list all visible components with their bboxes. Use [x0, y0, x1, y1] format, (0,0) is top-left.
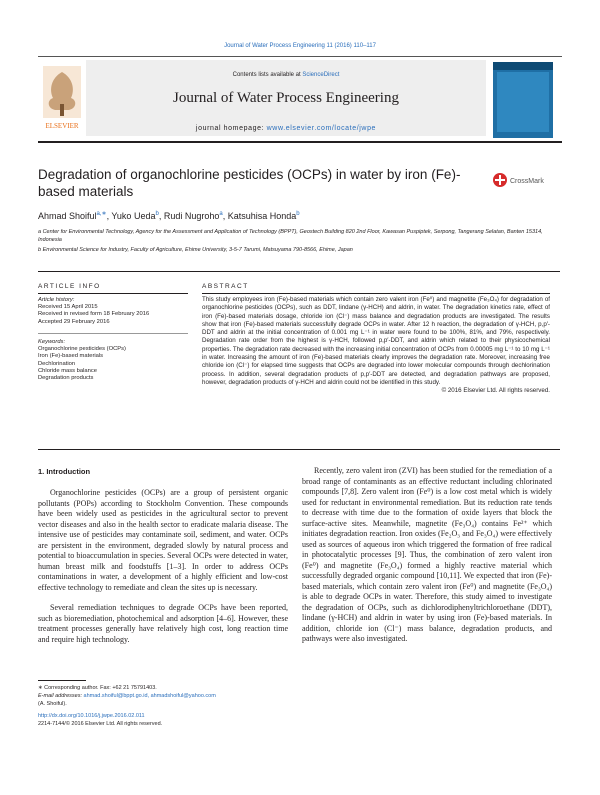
keyword: Iron (Fe)-based materials — [38, 353, 104, 360]
abstract-rule — [202, 293, 550, 294]
homepage-prefix: journal homepage: — [195, 125, 267, 132]
masthead-bottom-rule — [38, 141, 562, 143]
crossmark-label: CrossMark — [510, 178, 544, 185]
corresponding-author: ∗ Corresponding author. Fax: +62 21 75791403. — [38, 685, 157, 691]
author-affil-mark[interactable]: a — [219, 211, 223, 217]
elsevier-logo — [41, 64, 83, 134]
keyword: Organochlorine pesticides (OCPs) — [38, 346, 126, 353]
keyword: Degradation products — [38, 375, 94, 382]
journal-citation-header[interactable]: Journal of Water Process Engineering 11 (2016) 110–117 — [224, 43, 376, 49]
email-attribution: (A. Shoiful). — [38, 701, 67, 707]
intro-right-column — [302, 466, 552, 655]
section-top-rule — [38, 271, 560, 272]
author-affil-mark[interactable]: b — [155, 211, 159, 217]
homepage-link[interactable]: www.elsevier.com/locate/jwpe — [266, 125, 377, 132]
intro-left-column — [38, 488, 288, 655]
corresponding-author-note — [38, 684, 298, 708]
intro-paragraph: Organochlorine pesticides (OCPs) are a group of persistent organic pollutants (POPs) according to Stockholm Convention. These compounds have been widely used as pesticides in the agricultural sector to prevent vector diseases and also in the health sector to eradicate malaria disease. The intensive use of pesticides may contaminate soil, sediment, and water. OCPs are persistent in the environment, degraded slowly by natural process and potential to bioaccumulation in species. Several OCPs were detected in water, human breast milk and foodstuffs [1–3]. In order to address OCPs contaminations in water, a development of a highly efficient and low-cost effective technology to remediate and clean the sites up is necessary. — [38, 488, 288, 592]
article-info-divider — [38, 333, 188, 334]
history-label: Article history: — [38, 297, 75, 303]
abstract-body — [202, 296, 550, 396]
article-history — [38, 297, 188, 326]
affiliation-a: a Center for Environmental Technology, Agency for the Assessment and Application of Technology (BPPT), Geostech Building 820 2nd Floor, Kawasan Puspiptek, Serpong, Tangerang Selatan, Banten 15314, Indonesia — [38, 229, 543, 243]
doi-block — [38, 712, 162, 728]
author-name[interactable]: Yuko Ueda — [111, 211, 156, 221]
article-info-rule — [38, 293, 188, 294]
author-name[interactable]: Ahmad Shoiful — [38, 211, 97, 221]
cover-artwork — [497, 72, 549, 132]
journal-cover-image — [493, 62, 553, 138]
abstract-copyright: © 2016 Elsevier Ltd. All rights reserved. — [441, 387, 550, 395]
keywords-list — [38, 339, 188, 382]
journal-title: Journal of Water Process Engineering — [173, 90, 399, 106]
keyword: Chloride mass balance — [38, 367, 97, 374]
issn-line: 2214-7144/© 2016 Elsevier Ltd. All rights reserved. — [38, 721, 163, 727]
contents-prefix: Contents lists available at — [232, 72, 303, 78]
journal-homepage — [86, 125, 486, 132]
sciencedirect-link[interactable]: ScienceDirect — [302, 72, 340, 78]
introduction-heading: 1. Introduction — [38, 467, 91, 476]
email-line — [38, 692, 298, 700]
abstract-bottom-rule — [38, 449, 560, 450]
doi-link[interactable]: http://dx.doi.org/10.1016/j.jwpe.2016.02.011 — [38, 713, 145, 719]
abstract-text: This study employees iron (Fe)-based materials which contain zero valent iron (Fe⁰) and magnetite (Fe₃O₄) for degradation of organochlorine pesticides (OCPs), such as DDT, lindane (γ-HCH) and aldrin, in water. The degradation kinetics rate, effect of iron (Fe)-based materials dosage, chloride ion (Cl⁻) mass balance and degradation products are investigated. The results show that iron (Fe)-based materials successfully degrade OCPs in water. After 12 h reaction, the degradation of γ-HCH, p,p′-DDT and aldrin at the initial concentration of 0.001 mg L⁻¹ in water were found to be 100%, 81%, and 79%, respectively. Degradation rate order from the highest is γ-HCH, followed p,p′-DDT, and aldrin which related to their physicochemical properties. The degradation rate decreased with the increasing initial concentration of OCPs from 0.00005 mg L⁻¹ to 10 mg L⁻¹ in water. Increasing the amount of iron (Fe)-based materials clearly improves the degradation rate. Moreover, increasing free chloride ion (Cl⁻) for elapsed time suggests that OCPs are degraded into lower molecular compounds through dechlorination process. In addition, several degradation products of p,p′-DDT are detected, and degradation pathways are proposed, however, degradation products of γ-HCH and aldrin could not be identified in this study. — [202, 296, 550, 386]
email-links[interactable]: ahmad.shoiful@bppt.go.id, ahmadshoiful@yahoo.com — [83, 693, 216, 699]
keywords-label: Keywords: — [38, 339, 66, 345]
cover-stripe — [493, 62, 553, 70]
history-revised: Received in revised form 18 February 2016 — [38, 311, 150, 318]
publisher-name: ELSEVIER — [45, 122, 79, 130]
intro-paragraph: Recently, zero valent iron (ZVI) has been studied for the remediation of a broad range of contaminants as an effective reductant including chlorinated compounds [7,8]. Zero valent iron (Fe⁰) is a low cost metal which is widely used for reductant in environmental remediation. But its reduction rate tends to decrease with time due to the formation of oxide layers that block the surface-active sites. Meanwhile, magnetite (Fe₃O₄) contains Fe²⁺ which initiates degradation reaction. Iron oxides (Fe₂O₃ and Fe₃O₄) were effectively used as sources of aqueous iron which triggered the formation of free radical in photocatalytic processes [9]. Thus, the combination of zero valent iron (Fe⁰) and magnetite (Fe₃O₄) formed a highly reactive material which successfully degraded organic compound [10,11]. We expected that iron (Fe)-based materials, which contain zero valent iron (Fe⁰) and magnetite (Fe₃O₄) is able to degrade OCPs in water. Therefore, this study aimed to investigate the degradation of OCPs, such as dichlorodiphenyltrichloroethane (DDT), lindane (γ-HCH) and aldrin in water by using iron (Fe)-based materials. In addition, chloride ion (Cl⁻) mass balance, degradation products, and pathways were also investigated. — [302, 466, 552, 643]
abstract-heading: ABSTRACT — [202, 283, 249, 290]
article-title: Degradation of organochlorine pesticides (OCPs) in water by iron (Fe)-based materials — [38, 167, 461, 199]
affiliation-b: b Environmental Science for Industry, Faculty of Agriculture, Ehime University, 3-5-7 Tarumi, Matsuyama 790-8566, Ehime, Japan — [38, 247, 353, 253]
intro-paragraph: Several remediation techniques to degrade OCPs have been reported, such as bioremediation, photochemical and adsorption [4–6]. However, these treatment processes generally have relatively high cost, long reaction time and require high technology. — [38, 603, 288, 644]
author-list: Ahmad Shoiful$^{a,∗}$, Yuko Ueda$^b$, Rudi Nugroho$^a$, Katsuhisa Honda$^b$ — [38, 211, 300, 221]
author-affil-mark[interactable]: a,∗ — [96, 211, 107, 217]
contents-line — [86, 72, 486, 78]
email-label: E-mail addresses: — [38, 693, 84, 699]
author-name[interactable]: Katsuhisa Honda — [227, 211, 297, 221]
keyword: Dechlorination — [38, 360, 76, 367]
crossmark-icon[interactable] — [492, 172, 550, 188]
author-affil-mark[interactable]: b — [296, 211, 300, 217]
history-accepted: Accepted 29 February 2016 — [38, 318, 110, 325]
masthead-top-rule — [38, 56, 562, 57]
footnote-rule — [38, 680, 86, 681]
article-info-heading: ARTICLE INFO — [38, 283, 101, 290]
history-received: Received 15 April 2015 — [38, 304, 98, 311]
author-name[interactable]: Rudi Nugroho — [163, 211, 220, 221]
